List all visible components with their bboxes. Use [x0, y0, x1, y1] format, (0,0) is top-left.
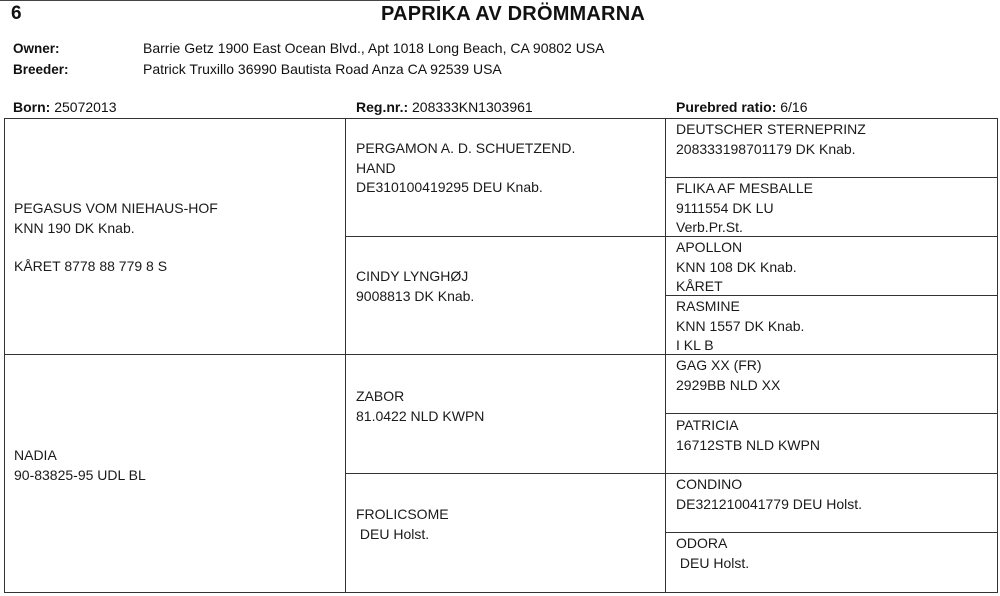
row-divider-e5 — [665, 413, 998, 414]
reg-field — [356, 99, 533, 115]
ssd-cell — [676, 179, 813, 238]
sss-registration: 208333198701179 DK Knab. — [676, 140, 856, 157]
reg-value: 208333KN1303961 — [412, 99, 533, 115]
dam-sire-registration: 81.0422 NLD KWPN — [356, 407, 485, 424]
ratio-field — [676, 99, 808, 115]
table-border-top — [4, 118, 998, 119]
born-label: Born: — [13, 99, 51, 115]
entry-number: 6 — [11, 3, 22, 24]
dam-dam-cell — [356, 505, 449, 544]
owner-label: Owner: — [13, 41, 60, 56]
sire-registration: KNN 190 DK Knab. — [14, 219, 135, 236]
owner-value: Barrie Getz 1900 East Ocean Blvd., Apt 1018 Long Beach, CA 90802 USA — [143, 40, 605, 56]
column-divider-1 — [345, 118, 346, 593]
sss-cell — [676, 120, 866, 159]
reg-label: Reg.nr.: — [356, 99, 409, 115]
ssd-registration: 9111554 DK LU — [676, 199, 774, 216]
dss-registration: 2929BB NLD XX — [676, 376, 781, 393]
dam-cell — [14, 446, 146, 485]
sire-name: PEGASUS VOM NIEHAUS-HOF — [14, 200, 218, 216]
ratio-label: Purebred ratio: — [676, 99, 777, 115]
dam-sire-cell — [356, 387, 484, 426]
dam-dam-registration: DEU Holst. — [356, 525, 430, 542]
sire-sire-name: PERGAMON A. D. SCHUETZEND. — [356, 140, 576, 156]
sire-dam-name: CINDY LYNGHØJ — [356, 268, 469, 284]
header-rule — [0, 0, 440, 1]
born-field — [13, 99, 117, 115]
dss-name: GAG XX (FR) — [676, 357, 762, 373]
sss-name: DEUTSCHER STERNEPRINZ — [676, 121, 866, 137]
dam-sire-name: ZABOR — [356, 388, 405, 404]
row-divider-half — [4, 354, 998, 355]
dss-cell — [676, 356, 780, 395]
column-divider-2 — [665, 118, 666, 593]
dam-registration: 90-83825-95 UDL BL — [14, 466, 146, 483]
sire-sire-registration: DE310100419295 DEU Knab. — [356, 179, 543, 195]
sire-cell — [14, 199, 218, 277]
table-border-bottom — [4, 592, 998, 593]
sire-dam-registration: 9008813 DK Knab. — [356, 287, 475, 304]
ddd-registration: DEU Holst. — [676, 554, 750, 571]
ddd-name: ODORA — [676, 535, 728, 551]
table-border-left — [4, 118, 5, 593]
sire-approval: KÅRET 8778 88 779 8 S — [14, 258, 168, 274]
sds-cell — [676, 238, 797, 297]
sds-note: KÅRET — [676, 278, 723, 294]
sire-sire-cell — [356, 139, 575, 198]
row-divider-q3 — [345, 473, 998, 474]
breeder-value: Patrick Truxillo 36990 Bautista Road Anza CA 92539 USA — [143, 61, 502, 77]
ratio-value: 6/16 — [780, 99, 808, 115]
row-divider-e1 — [665, 177, 998, 178]
sdd-name: RASMINE — [676, 298, 740, 314]
dsd-name: PATRICIA — [676, 417, 739, 433]
row-divider-q1 — [345, 236, 998, 237]
dds-registration: DE321210041779 DEU Holst. — [676, 495, 863, 512]
dam-name: NADIA — [14, 447, 57, 463]
sdd-registration: KNN 1557 DK Knab. — [676, 317, 805, 334]
dds-name: CONDINO — [676, 476, 743, 492]
sire-sire-name-cont: HAND — [356, 159, 396, 176]
ddd-cell — [676, 534, 749, 573]
breeder-label: Breeder: — [13, 62, 69, 77]
dsd-cell — [676, 416, 820, 455]
ssd-note: Verb.Pr.St. — [676, 219, 743, 235]
born-value: 25072013 — [54, 99, 117, 115]
dds-cell — [676, 475, 862, 514]
table-border-right — [997, 118, 998, 593]
ssd-name: FLIKA AF MESBALLE — [676, 180, 813, 196]
row-divider-e7 — [665, 532, 998, 533]
horse-name-title: PAPRIKA AV DRÖMMARNA — [381, 3, 645, 25]
dam-dam-name: FROLICSOME — [356, 506, 449, 522]
sds-name: APOLLON — [676, 239, 743, 255]
sdd-cell — [676, 297, 804, 356]
sds-registration: KNN 108 DK Knab. — [676, 258, 797, 275]
sdd-note: I KL B — [676, 337, 714, 353]
dsd-registration: 16712STB NLD KWPN — [676, 436, 820, 453]
sire-dam-cell — [356, 267, 474, 306]
